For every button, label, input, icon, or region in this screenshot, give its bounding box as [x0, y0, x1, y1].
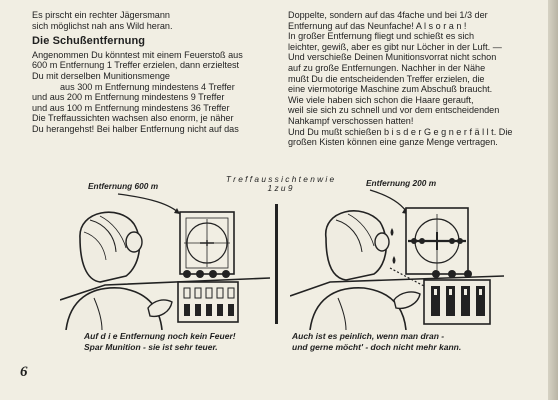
right-line-5: Und verschieße Deinen Munitionsvorrat nicht schon	[288, 52, 497, 63]
right-caption-line-2: und gerne möcht' - doch nicht mehr kann.	[292, 341, 462, 352]
right-line-4: leichter, gewiß, aber es gibt nur Löcher in der Luft. —	[288, 41, 502, 52]
pilot-near-illustration	[290, 184, 510, 330]
right-line-6: auf zu große Entfernungen. Nachher in der Nähe	[288, 62, 486, 73]
intro-line-2: sich möglichst nah ans Wild heran.	[32, 20, 173, 31]
left-caption-line-2: Spar Munition - sie ist sehr teuer.	[84, 341, 218, 352]
right-caption-line-1: Auch ist es peinlich, wenn man dran -	[292, 331, 445, 341]
paragraph-1-line-3: Du mit derselben Munitionsmenge	[32, 70, 170, 81]
right-line-2: Entfernung auf das Neunfache! A l s o r a n !	[288, 20, 467, 31]
hit-row-100m: und aus 100 m Entfernung mindestens 36 Treffer	[32, 102, 230, 113]
right-distance-label: Entfernung 200 m	[366, 178, 437, 188]
paragraph-2-line-2: Du herangehst! Bei halber Entfernung nicht auf das	[32, 123, 239, 134]
illustration-divider	[275, 204, 278, 324]
paragraph-2-line-1: Die Treffaussichten wachsen also enorm, je näher	[32, 113, 234, 124]
hit-ratio-line-1: T r e f f a u s s i c h t e n w i e	[225, 174, 335, 184]
hit-row-300m: aus 300 m Entfernung mindestens 4 Treffer	[60, 81, 235, 92]
right-line-8: eine viermotorige Maschine zum Abschuß braucht.	[288, 84, 493, 95]
left-distance-label: Entfernung 600 m	[88, 181, 159, 191]
left-text-column	[32, 10, 280, 135]
right-line-11: Nahkampf verschossen hatten!	[288, 115, 414, 126]
section-heading: Die Schußentfernung	[32, 35, 146, 48]
right-text-column	[288, 10, 528, 148]
right-line-10: weil sie sich zu schnell und vor dem entscheidenden	[288, 105, 500, 116]
right-line-7: mußt Du die entscheidenden Treffer erzielen, die	[288, 73, 485, 84]
right-line-3: In großer Entfernung fliegt und schießt es sich	[288, 31, 475, 42]
right-line-1: Doppelte, sondern auf das 4fache und bei 1/3 der	[288, 10, 488, 20]
right-picture-caption	[292, 331, 461, 352]
left-caption-line-1: Auf d i e Entfernung noch kein Feuer!	[84, 331, 236, 341]
right-line-13: großen Kisten können eine ganze Menge vertragen.	[288, 137, 498, 148]
pilot-far-illustration	[60, 190, 275, 330]
paragraph-1-line-2: 600 m Entfernung 1 Treffer erzielen, dann erzieltest	[32, 60, 240, 71]
hit-ratio-line-2: 1 z u 9	[267, 183, 293, 193]
book-spine-shadow	[548, 0, 558, 400]
page-number: 6	[20, 364, 28, 380]
right-line-12: Und Du mußt schießen b i s d e r G e g n e r f ä l l t. Die	[288, 126, 513, 137]
left-picture-caption	[84, 331, 236, 352]
hit-row-200m: und aus 200 m Entfernung mindestens 9 Treffer	[32, 92, 225, 103]
right-line-9: Wie viele haben sich schon die Haare gerauft,	[288, 94, 474, 105]
paragraph-1-line-1: Angenommen Du könntest mit einem Feuerstoß aus	[32, 49, 243, 60]
intro-line-1: Es pirscht ein rechter Jägersmann	[32, 10, 170, 20]
